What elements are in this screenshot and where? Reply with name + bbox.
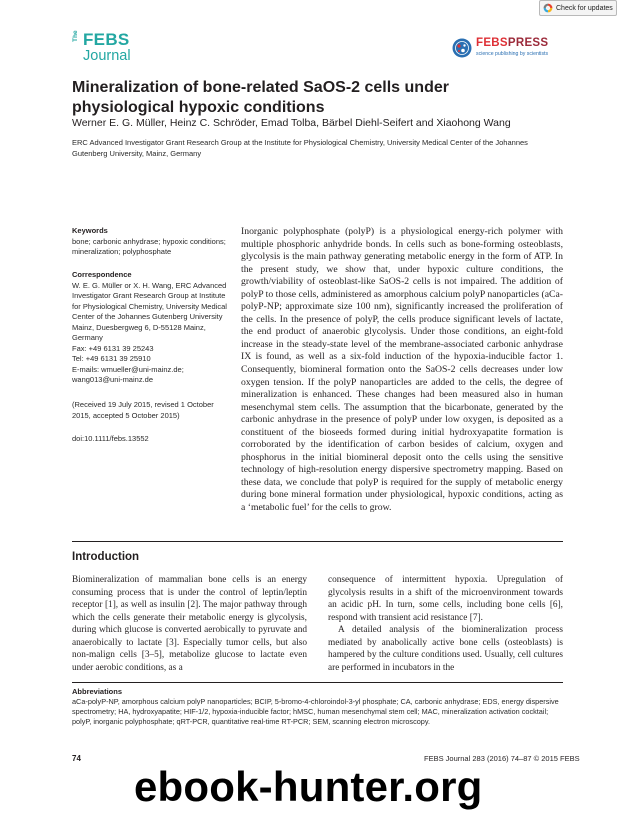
introduction-paragraph: A detailed analysis of the biomineralization process mediated by anabolically active bone cells (osteoblasts) is hampered by the culture conditions used. Usually, cell cultures are performed in incubators in the — [328, 625, 563, 673]
check-updates-icon — [543, 3, 553, 13]
fax-number: Fax: +49 6131 39 25243 — [72, 343, 154, 353]
introduction-left-column — [72, 574, 307, 674]
journal-logo — [72, 30, 140, 70]
logo-journal: Journal — [83, 48, 131, 64]
received-dates: (Received 19 July 2015, revised 1 October 2015, accepted 5 October 2015) — [72, 400, 214, 420]
introduction-paragraph: Biomineralization of mammalian bone cells is an energy consuming process that is under the control of leptin/leptin receptor [1], as well as insulin [2]. The major pathway through which the cells generate their metabolic energy is glycolysis, during which glucose is converted aerobically to pyruvate and anaerobically to lactate [3]. Especially tumor cells, but also non-malign cells [3–5], metabolize glucose to lactate even under aerobic conditions, as a — [72, 575, 307, 673]
introduction-right-column — [328, 574, 563, 674]
keywords-text: bone; carbonic anhydrase; hypoxic conditions; mineralization; polyphosphate — [72, 236, 226, 256]
febs-press-wordmark: FEBSPRESS — [476, 37, 549, 49]
affiliation: ERC Advanced Investigator Grant Research Group at the Institute for Physiological Chemistry, University Medical Center of the Johannes Gutenberg University, Mainz, Germany — [72, 138, 528, 158]
tel-number: Tel: +49 6131 39 25910 — [72, 354, 151, 363]
email-addresses: E-mails: wmueller@uni-mainz.de; wang013@uni-mainz.de — [72, 364, 184, 384]
febs-press-emblem-icon — [452, 38, 472, 58]
article-title: Mineralization of bone-related SaOS-2 cells under physiological hypoxic conditions — [72, 79, 449, 116]
publisher-logo — [452, 36, 562, 62]
logo-the: The — [72, 30, 79, 42]
page-number: 74 — [72, 754, 81, 763]
introduction-paragraph: consequence of intermittent hypoxia. Upregulation of glycolysis results in a shift of the microenvironment towards an acidic pH. In turn, some cells, including bone cells [6], respond with transient acid resistance [7]. — [328, 575, 563, 623]
section-divider — [72, 541, 563, 542]
abbreviations-divider — [72, 682, 563, 683]
correspondence-heading: Correspondence — [72, 270, 132, 279]
abbreviations-text: aCa-polyP-NP, amorphous calcium polyP nanoparticles; BCIP, 5-bromo-4-chloroindol-3-yl phosphate; CA, carbonic anhydrase; EDS, energy dispersive spectrometry; HA, hydroxyapatite; HIF-1/2, hypoxia-inducible factor; hMSC, human mesenchymal stem cell; MAC, mineralization activation cocktail; polyP, inorganic polyphosphate; qRT-PCR, quantitative real-time RT-PCR; SEM, scanning electron microscopy. — [72, 697, 559, 726]
watermark-text: ebook-hunter.org — [134, 763, 483, 810]
check-updates-label: Check for updates — [556, 4, 613, 12]
doi-link[interactable]: doi:10.1111/febs.13552 — [72, 434, 149, 443]
correspondence-address: W. E. G. Müller or X. H. Wang, ERC Advanced Investigator Grant Research Group at Institute for Physiological Chemistry, University Medical Center of the Johannes Gutenberg University Mainz, Duesbergweg 6, D-55128 Mainz, Germany — [72, 280, 227, 342]
abbreviations-heading: Abbreviations — [72, 687, 123, 696]
logo-febs: FEBS — [83, 30, 130, 49]
keywords-heading: Keywords — [72, 226, 108, 235]
abstract-text: Inorganic polyphosphate (polyP) is a physiological energy-rich polymer with multiple phosphoric anhydride bonds. In cells such as bone-forming osteoblasts, glycolysis is the main pathway generating metabolic energy in the form of ATP. In the present study, we show that, under hypoxic culture conditions, the growth/viability of osteoblast-like SaOS-2 cells is not impaired. The addition of polyP to those cells, administered as amorphous calcium polyP nanoparticles (aCa-polyP-NP; approximate size 100 nm), significantly increased the proliferation of the cells. In the presence of polyP, the cells produce significant levels of lactate, the end product of anaerobic glycolysis. Under those conditions, an eight-fold increase in the steady-state level of the membrane-associated carbonic anhydrase IX is found, as well as a six-fold induction of the hypoxia-inducible factor 1. Consequently, biomineral formation onto the SaOS-2 cells decreases under low oxygen tension. If the polyP nanoparticles are added to the cells, the degree of mineralization is enhanced. These changes had been measured also in human mesenchymal stem cells. The assumption that the bicarbonate, generated by the carbonic anhydrase in the presence of polyP under low oxygen, is deposited as a constituent of the bioseeds formed during initial hydroxyapatite formation is corroborated by the identification of carbon besides of calcium, oxygen and phosphorus in the initial biomineral deposit onto the cells using the sensitive technology of high-resolution energy dispersive spectrometry mapping. Based on these data, we conclude that polyP is required for the supply of metabolic energy during bone mineral formation under physiological, hypoxic conditions, acting as a ‘metabolic fuel’ for the cells to grow. — [241, 226, 563, 514]
check-for-updates-button[interactable] — [539, 0, 617, 16]
febs-press-tagline: science publishing by scientists — [476, 51, 549, 57]
author-list: Werner E. G. Müller, Heinz C. Schröder, Emad Tolba, Bärbel Diehl-Seifert and Xiaohong Wang — [72, 117, 511, 129]
correspondence-section — [72, 270, 232, 386]
keywords-section — [72, 226, 232, 258]
footer-citation: FEBS Journal 283 (2016) 74–87 © 2015 FEBS — [424, 754, 580, 763]
introduction-heading: Introduction — [72, 551, 140, 563]
